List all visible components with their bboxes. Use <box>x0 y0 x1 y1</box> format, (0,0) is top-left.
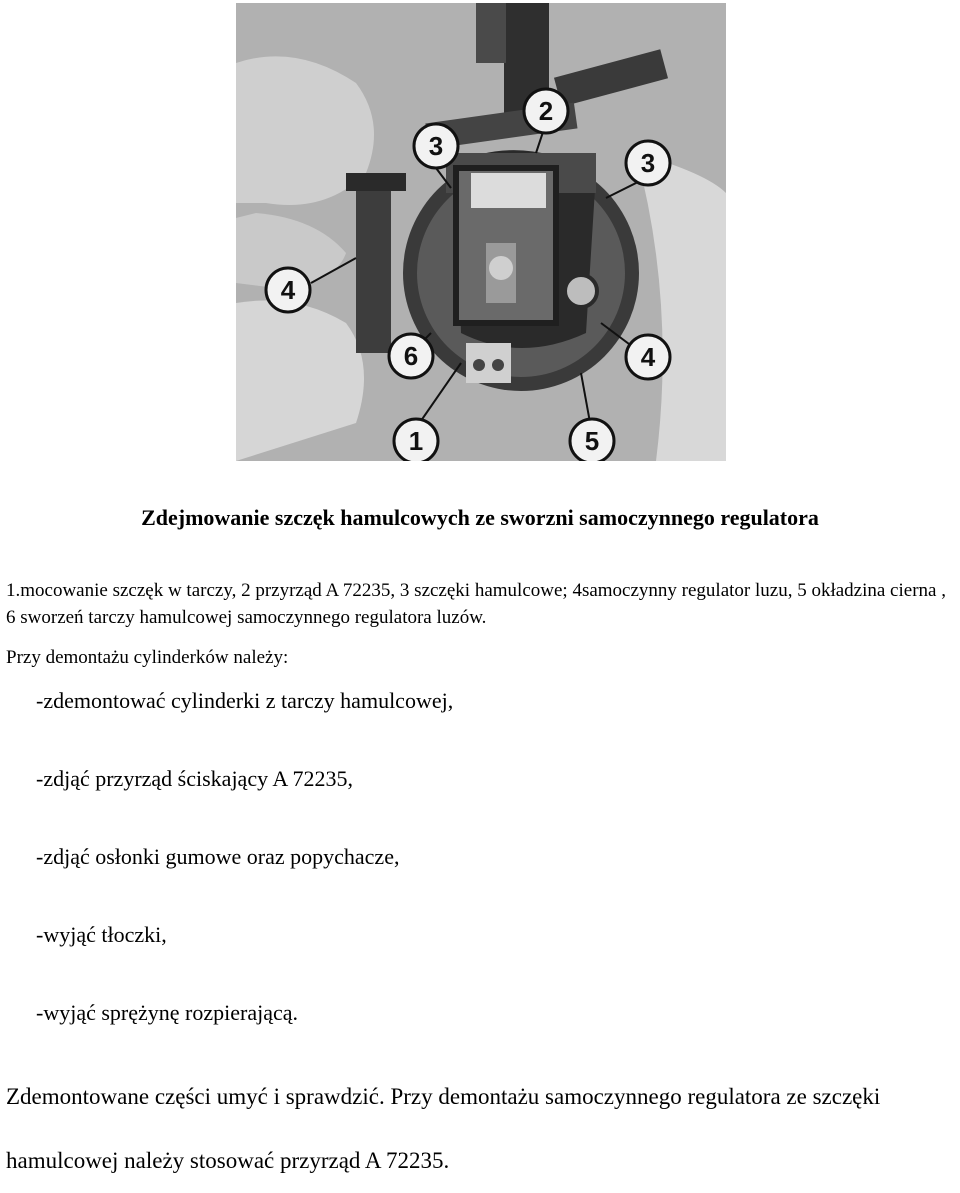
section-title: Zdejmowanie szczęk hamulcowych ze sworzni samoczynnego regulatora <box>141 505 819 530</box>
callout-label: 6 <box>403 341 419 371</box>
callout-label: 2 <box>538 96 554 126</box>
intro-text: Przy demontażu cylinderków należy: <box>6 647 289 668</box>
brake-assembly-photo <box>236 3 726 461</box>
step-item: -wyjąć sprężynę rozpierającą. <box>36 1000 299 1025</box>
callout-label: 3 <box>428 131 444 161</box>
closing-paragraph: Zdemontowane części umyć i sprawdzić. Przy demontażu samoczynnego regulatora ze szczęki hamulcowej należy stosować przyrząd A 72235. <box>6 1084 881 1173</box>
callout-label: 1 <box>408 426 424 456</box>
callout-label: 3 <box>640 148 656 178</box>
callout-label: 5 <box>584 426 600 456</box>
steps-list <box>36 688 453 1078</box>
callout-label: 4 <box>280 275 296 305</box>
callout-label: 4 <box>640 342 656 372</box>
figure-caption: 1.mocowanie szczęk w tarczy, 2 przyrząd A 72235, 3 szczęki hamulcowe; 4samoczynny regulator luzu, 5 okładzina cierna , 6 sworzeń tarczy hamulcowej samoczynnego regulatora luzów. <box>6 580 946 628</box>
step-item: -wyjąć tłoczki, <box>36 922 167 947</box>
step-item: -zdjąć osłonki gumowe oraz popychacze, <box>36 844 400 869</box>
step-item: -zdemontować cylinderki z tarczy hamulcowej, <box>36 688 454 713</box>
step-item: -zdjąć przyrząd ściskający A 72235, <box>36 766 354 791</box>
